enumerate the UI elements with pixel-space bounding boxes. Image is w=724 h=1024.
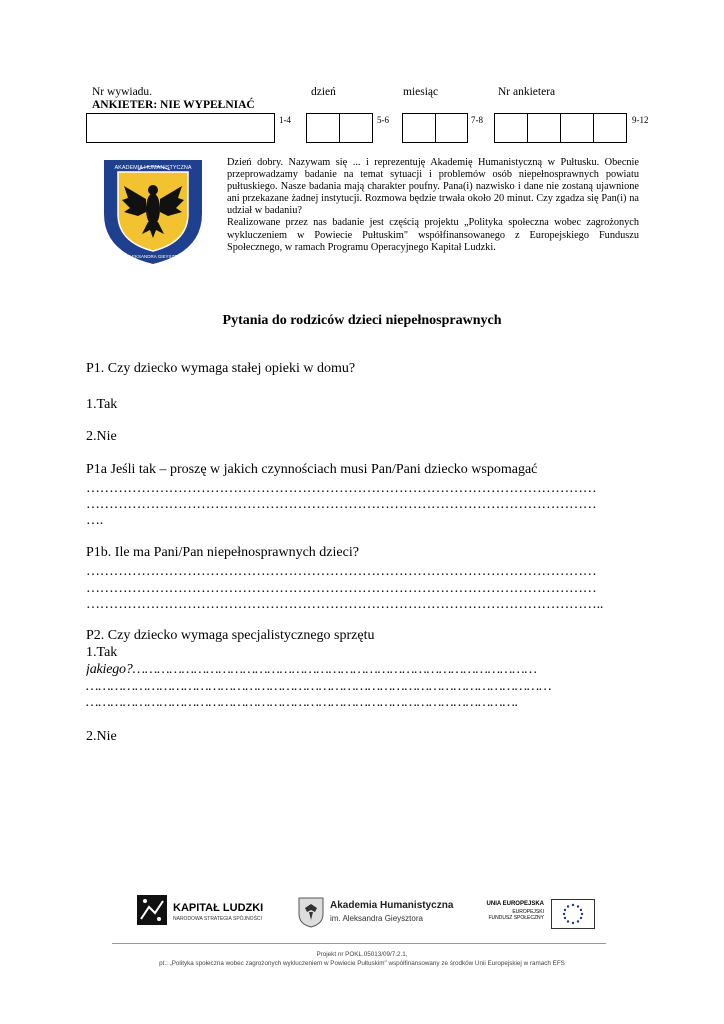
p1a-answer-line-2[interactable]: …………………………………………………………………………………………………	[86, 497, 597, 512]
day-box-2[interactable]	[339, 113, 373, 143]
project-description: pt.: „Polityka społeczna wobec zagrożonych wykluczeniem w Powiecie Pułtuskim" współfinansowany ze środków Unii Europejskiej w ramach EFS	[159, 960, 565, 967]
eu-flag-icon	[551, 899, 595, 929]
range-label-4: 9-12	[632, 115, 649, 125]
range-label-2: 5-6	[377, 115, 389, 125]
intro-text	[227, 157, 639, 254]
question-p1: P1. Czy dziecko wymaga stałej opieki w domu?	[86, 361, 356, 376]
intro-paragraph-1: Dzień dobry. Nazywam się ... i reprezentuję Akademię Humanistyczną w Pułtusku. Obecnie przeprowadzamy badanie na temat sytuacji i problemów osób niepełnosprawnych powiatu pułtuskiego. Nasze badania mają charakter poufny. Pana(i) nazwisko i dane nie zostaną ujawnione ani przekazane żadnej instytucji. Rozmowa będzie trwała około 20 minut. Czy zgadza się Pan(i) na udział w badaniu?	[227, 157, 639, 217]
project-number: Projekt nr POKL.05013/09/7.2.1,	[316, 951, 408, 958]
question-p1b: P1b. Ile ma Pani/Pan niepełnosprawnych dzieci?	[86, 545, 359, 560]
eu-text	[478, 901, 544, 921]
p1b-answer-line-3[interactable]: …………………………………………………………………………………………………..	[86, 597, 604, 612]
kapital-ludzki-title: KAPITAŁ LUDZKI	[173, 902, 264, 914]
range-label-1: 1-4	[279, 115, 291, 125]
crest-top-text: AKADEMIA HUMANISTYCZNA	[114, 165, 192, 171]
interview-number-label: Nr wywiadu.	[92, 86, 153, 98]
akademia-crest-icon	[297, 896, 325, 928]
p2-option-yes[interactable]: 1.Tak	[86, 645, 118, 660]
akademia-subtitle: im. Aleksandra Gieysztora	[330, 914, 423, 923]
p1-option-no[interactable]: 2.Nie	[86, 429, 117, 444]
akademia-title: Akademia Humanistyczna	[330, 900, 454, 911]
interviewer-box-3[interactable]	[560, 113, 594, 143]
p2-answer-line-3[interactable]: …………………………………………………………………………………………….	[86, 695, 518, 710]
intro-paragraph-2: Realizowane przez nas badanie jest częścią projektu „Polityka społeczna wobec zagrożonych wykluczeniem w Powiecie Pułtuskim" współfinansowanego z Europejskiego Funduszu Społecznego, w ramach Programu Operacyjnego Kapitał Ludzki.	[227, 217, 639, 253]
interviewer-note: ANKIETER: NIE WYPEŁNIAĆ	[92, 99, 255, 111]
interviewer-box-1[interactable]	[494, 113, 528, 143]
range-label-3: 7-8	[471, 115, 483, 125]
p1b-answer-line-1[interactable]: …………………………………………………………………………………………………	[86, 564, 597, 579]
month-label: miesiąc	[403, 86, 439, 98]
interviewer-box-2[interactable]	[527, 113, 561, 143]
day-label: dzień	[311, 86, 336, 98]
p2-answer-line-2[interactable]: ……………………………………………………………………………………………………	[86, 679, 552, 694]
page-title: Pytania do rodziców dzieci niepełnosprawnych	[222, 313, 502, 328]
crest-bottom-text: IM. ALEKSANDRA GIEYSZTORA	[119, 254, 187, 259]
footer-divider	[112, 943, 606, 944]
day-box-1[interactable]	[306, 113, 340, 143]
kapital-ludzki-subtitle: NARODOWA STRATEGIA SPÓJNOŚCI	[173, 916, 262, 922]
interview-number-box[interactable]	[86, 113, 275, 143]
p1a-answer-line-1[interactable]: …………………………………………………………………………………………………	[86, 481, 597, 496]
p1a-answer-line-3[interactable]: ….	[86, 513, 104, 528]
eu-subtitle-1: EUROPEJSKI	[512, 909, 544, 915]
p1b-answer-line-2[interactable]: …………………………………………………………………………………………………	[86, 581, 597, 596]
p1-option-yes[interactable]: 1.Tak	[86, 397, 118, 412]
month-box-2[interactable]	[435, 113, 468, 143]
month-box-1[interactable]	[402, 113, 436, 143]
question-p2: P2. Czy dziecko wymaga specjalistycznego sprzętu	[86, 628, 375, 643]
eu-subtitle-2: FUNDUSZ SPOŁECZNY	[488, 915, 544, 921]
p2-which-line[interactable]: jakiego?………………………………………………………………………………………	[86, 662, 537, 677]
interviewer-box-4[interactable]	[593, 113, 627, 143]
eu-title: UNIA EUROPEJSKA	[486, 901, 544, 907]
kapital-ludzki-logo-icon	[135, 893, 171, 927]
question-p1a: P1a Jeśli tak – proszę w jakich czynnościach musi Pan/Pani dziecko wspomagać	[86, 462, 538, 477]
interviewer-number-label: Nr ankietera	[498, 86, 556, 98]
eagle-crest-icon	[98, 154, 208, 266]
p2-option-no[interactable]: 2.Nie	[86, 729, 117, 744]
